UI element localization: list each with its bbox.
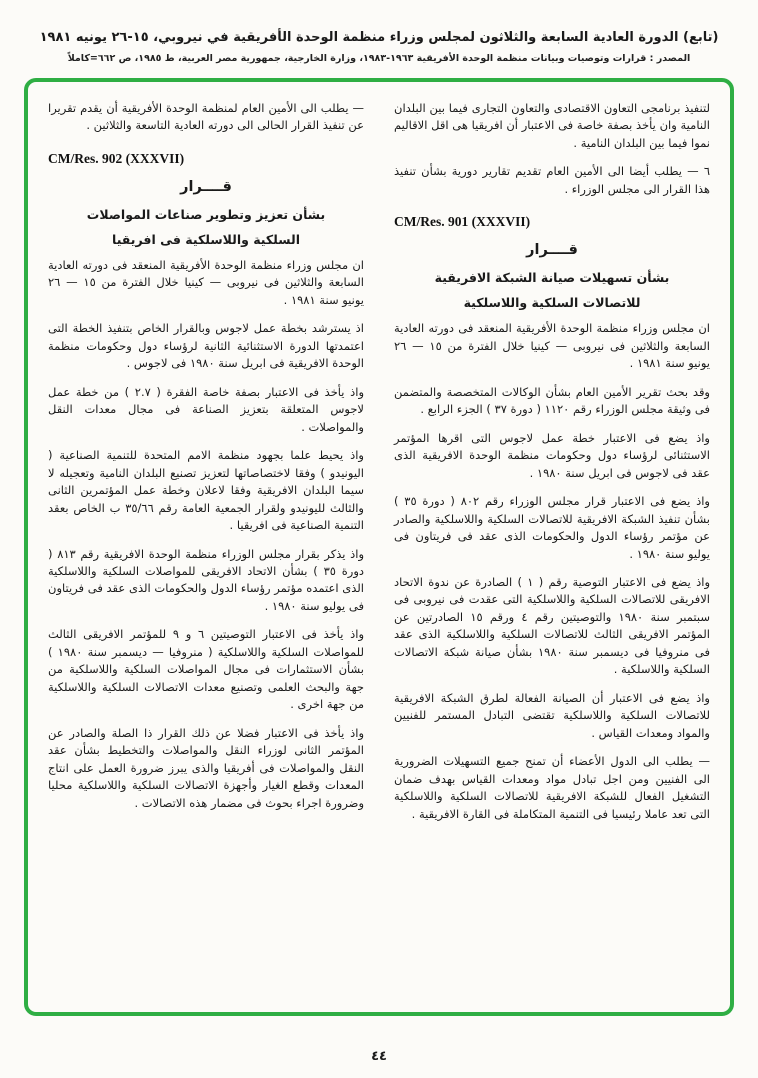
paragraph: واذ يذكر بقرار مجلس الوزراء منظمة الوحدة الافريقية رقم ٨١٣ ( دورة ٣٥ ) بشأن الاتحاد الافريقى للمواصلات السلكية واللاسلكية الذى اعتمده مؤتمر رؤساء الدول والحكومات الذى عقد فى فريتاون فى يوليو سنة ١٩٨٠ .: [48, 546, 364, 613]
resolution-heading: قــــرار: [526, 242, 578, 259]
two-column-layout: [48, 100, 710, 994]
resolution-title: للاتصالات السلكية واللاسلكية: [463, 295, 641, 311]
resolution-number: CM/Res. 901 (XXXVII): [394, 214, 531, 230]
paragraph: لتنفيذ برنامجى التعاون الاقتصادى والتعاون التجارى فيما بين البلدان النامية وان يأخذ بصفة خاصة فى الاعتبار أن افريقيا هى اقل الاقاليم نموا فيما بين البلدان النامية .: [394, 101, 710, 150]
paragraph: ان مجلس وزراء منظمة الوحدة الأفريقية المنعقد فى دورته العادية السابعة والثلاثين فى نيروبى — كينيا خلال الفترة من ١٥ — ٢٦ يونيو سنة ١٩٨١ .: [394, 321, 710, 371]
paragraph: وقد بحث تقرير الأمين العام بشأن الوكالات المتخصصة والمتضمن فى وثيقة مجلس الوزراء رقم ١١٢٠ ( دورة ٣٧ ) الجزء الرابع .: [394, 384, 710, 417]
paragraph: — يطلب الى الأمين العام لمنظمة الوحدة الأفريقية أن يقدم تقريرا عن تنفيذ القرار الحالى الى دورته العادية التاسعة والثلاثين .: [48, 101, 364, 133]
source-line: المصدر : قرارات وتوصيات وبيانات منظمة الوحدة الأفريقية ١٩٦٣-١٩٨٣، وزارة الخارجية، جمهورية مصر العربية، ط ١٩٨٥، ص ٦٦٢=كاملاً: [67, 53, 691, 64]
paragraph: واذ يأخذ فى الاعتبار بصفة خاصة الفقرة ( ٢.٧ ) من خطة عمل لاجوس المتعلقة بتعزيز الصناعة فى مجال معدات النقل والمواصلات .: [48, 384, 364, 434]
paragraph: واذ يضع فى الاعتبار أن الصيانة الفعالة لطرق الشبكة الافريقية للاتصالات السلكية واللاسلكية تقتضى التبادل المستمر للفنيين والمواد ومعدات القياس .: [394, 690, 710, 740]
paragraph: واذ يضع فى الاعتبار قرار مجلس الوزراء رقم ٨٠٢ ( دورة ٣٥ ) بشأن تنفيذ الشبكة الافريقية للاتصالات السلكية واللاسلكية والصادر عن مؤتمر رؤساء الدول والحكومات الذى عقد فى فريتاون فى يوليو سنة ١٩٨٠ .: [394, 494, 710, 561]
resolution-title: بشأن تسهيلات صيانة الشبكة الافريقية: [434, 270, 670, 286]
paragraph: ٦ — يطلب أيضا الى الأمين العام تقديم تقارير دورية بشأن تنفيذ هذا القرار الى مجلس الوزراء .: [394, 164, 710, 196]
paragraph: واذ يضع فى الاعتبار التوصية رقم ( ١ ) الصادرة عن ندوة الاتحاد الافريقى للاتصالات السلكية واللاسلكية التى عقدت فى نيروبى فى سبتمبر سنة ١٩٨٠ والتوصيتين رقم ٤ ورقم ١٥ الصادرتين عن المؤتمر الافريقى الثالث للاتصالات السلكية واللاسلكية الذى عقد فى منروفيا فى ديسمبر سنة ١٩٨٠ بشأن صيانة شبكة الاتصالات السلكية واللاسلكية .: [394, 574, 710, 677]
paragraph: واذ يحيط علما بجهود منظمة الامم المتحدة للتنمية الصناعية ( اليونيدو ) وفقا لاختصاصاتها لتعزيز تصنيع البلدان النامية وتعجيله لا سيما البلدان الافريقية وفقا لاعلان وخطة عمل المؤتمرين الثانى والثالث لليونيدو ولقرار الجمعية العامة رقم ٣٥/٦٦ ب الخاص بعقد التنمية الصناعية فى افريقيا .: [48, 448, 364, 533]
paragraph: ان مجلس وزراء منظمة الوحدة الأفريقية المنعقد فى دورته العادية السابعة والثلاثين فى نيروبى — كينيا خلال الفترة من ١٥ — ٢٦ يونيو سنة ١٩٨١ .: [48, 257, 364, 307]
column-right: [394, 100, 710, 994]
paragraph: واذ يأخذ فى الاعتبار فضلا عن ذلك القرار ذا الصلة والصادر عن المؤتمر الثانى لوزراء النقل والمواصلات والتخطيط بشأن عقد النقل والمواصلات فى أفريقيا والذى يبرز ضرورة العمل على انتاج المعدات وقطع الغيار وأجهزة الاتصالات السلكية واللاسلكية محليا وضرورة اجراء بحوث فى مضمار هذه الاتصالات .: [48, 725, 364, 810]
session-title: (تابع) الدورة العادية السابعة والثلاثون لمجلس وزراء منظمة الوحدة الأفريقية في نيروبي، ١٥-٢٦ يونيه ١٩٨١: [39, 30, 719, 45]
resolution-title: السلكية واللاسلكية فى افريقيا: [112, 231, 300, 247]
paragraph: — يطلب الى الدول الأعضاء أن تمنح جميع التسهيلات الضرورية الى الفنيين ومن اجل تبادل مواد ومعدات القياس بهدف ضمان التشغيل الفعال للشبكة الافريقية للاتصالات السلكية واللاسلكية التى تعد عاملا رئيسيا فى التنمية المتكاملة فى القارة الافريقية .: [394, 754, 710, 821]
resolution-number: CM/Res. 902 (XXXVII): [48, 150, 185, 166]
page-header: [0, 0, 758, 64]
paragraph: اذ يسترشد بخطة عمل لاجوس وبالقرار الخاص بتنفيذ الخطة التى اعتمدتها الدورة الاستثنائية الثانية لرؤساء دول وحكومات منظمة الوحدة الافريقية فى ابريل سنة ١٩٨٠ فى لاجوس .: [48, 321, 364, 371]
column-left: [48, 100, 364, 994]
content-frame: [24, 78, 734, 1016]
resolution-heading: قــــرار: [180, 178, 232, 195]
paragraph: واذ يضع فى الاعتبار خطة عمل لاجوس التى اقرها المؤتمر الاستثنائى لرؤساء دول وحكومات منظمة الوحدة الافريقية الذى عقد فى لاجوس فى ابريل سنة ١٩٨٠ .: [394, 430, 710, 480]
page-number: ٤٤: [371, 1049, 387, 1064]
paragraph: واذ يأخذ فى الاعتبار التوصيتين ٦ و ٩ للمؤتمر الافريقى الثالث للمواصلات السلكية واللاسلكية ( منروفيا — ديسمبر سنة ١٩٨٠ ) بشأن الاستثمارات فى مجال المواصلات السلكية واللاسلكية من جهة والبحث العلمى وتصنيع معدات الاتصالات السلكية واللاسلكية من جهة اخرى .: [48, 627, 364, 712]
resolution-title: بشأن تعزيز وتطوير صناعات المواصلات: [86, 206, 326, 222]
